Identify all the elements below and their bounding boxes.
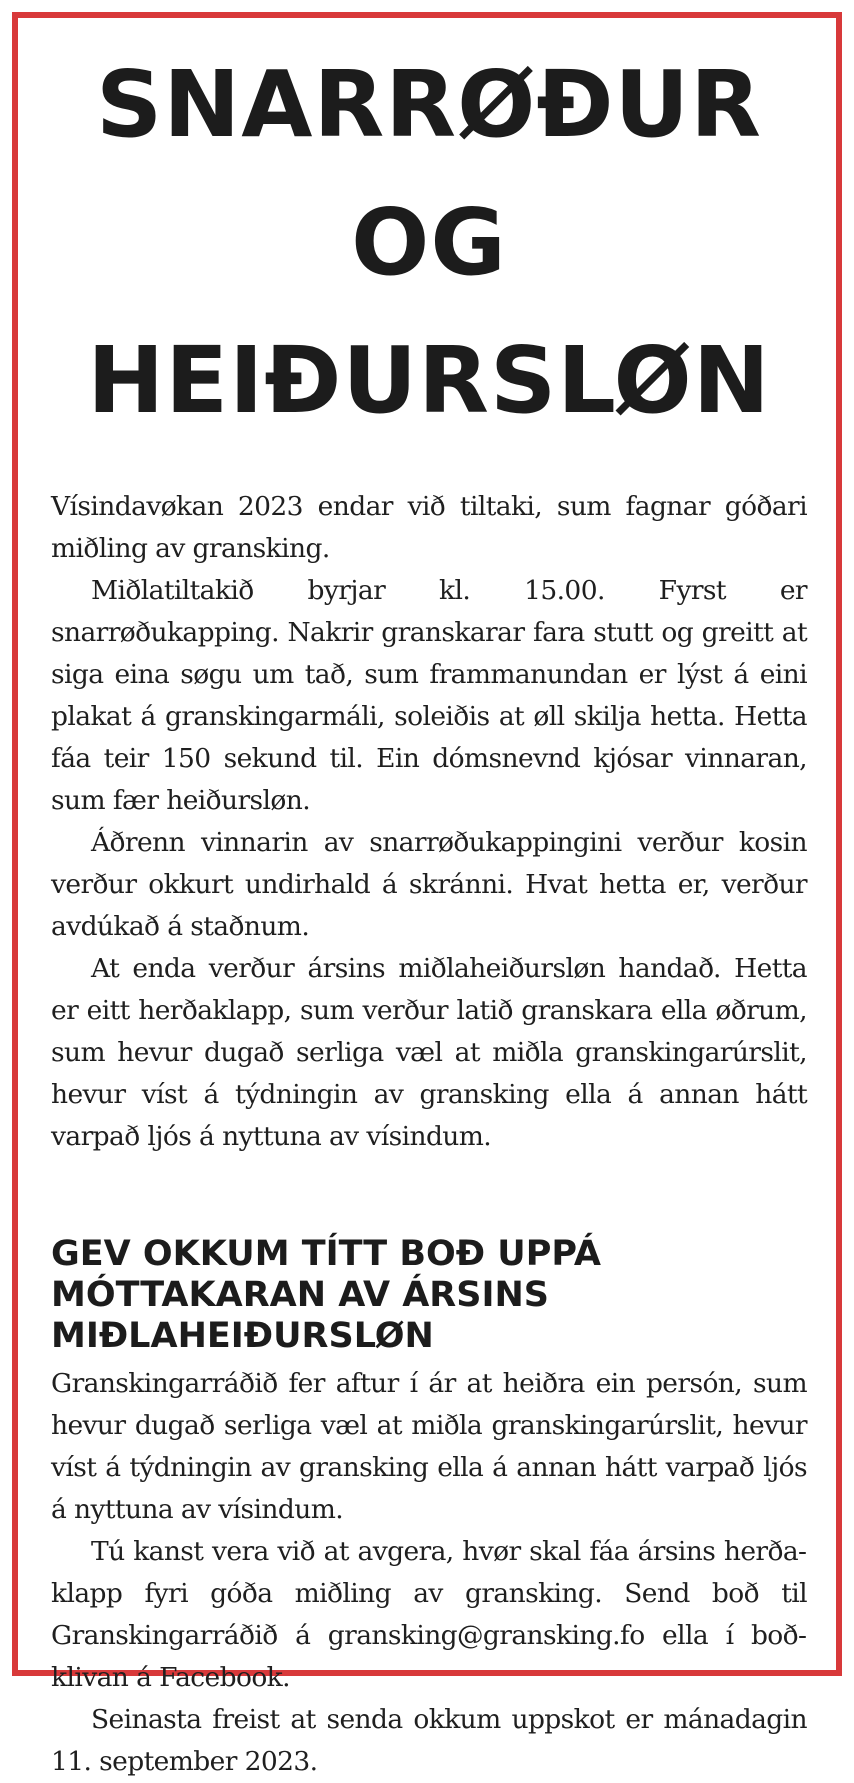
entertainment-paragraph: Áðrenn vinnarin av snarrøðukappingini verður kosin verður okkurt undirhald á skránni. Hvat hetta er, verður avdúkað á staðnum. — [51, 827, 807, 942]
article-title-line-2: HEIÐURSLØN — [87, 327, 771, 434]
nomination-heading-line-2: MÓTTAKARAN AV ÁRSINS — [51, 1275, 549, 1315]
nomination-intro-paragraph: Granskingarráðið fer aftur í ár at heiðra ein persón, sum hevur dugað serliga væl at miðla granskingarúrslit, hevur víst á týdningin av gransking ella á annan hátt varpað ljós á nyttuna av vísindum. — [51, 1368, 807, 1525]
program-paragraph: Miðlatiltakið byrjar kl. 15.00. Fyrst er snarrøðukapping. Nakrir granskarar fara stutt og greitt at siga eina søgu um tað, sum frammanundan er lýst á eini plakat á granskingarmáli, soleiðis at øll skilja hetta. Hetta fáa teir 150 sekund til. Ein dómsnevnd kjósar vinnaran, sum fær heiðursløn. — [51, 575, 807, 816]
article-title — [51, 36, 807, 450]
nomination-section — [51, 1234, 807, 1783]
nomination-heading — [51, 1234, 807, 1357]
nomination-heading-line-1: GEV OKKUM TÍTT BOÐ UPPÁ — [51, 1234, 601, 1274]
nomination-heading-line-3: MIÐLAHEIÐURSLØN — [51, 1316, 434, 1356]
nomination-how-paragraph: Tú kanst vera við at avgera, hvør skal fáa ársins herðaklapp fyri góða miðling av gransking. Send boð til Granskingarráðið á gransking@gransking.fo ella í boðklivan á Facebook. — [51, 1536, 807, 1693]
article — [51, 36, 807, 1783]
article-title-line-1: SNARRØÐUR OG — [96, 51, 762, 296]
deadline-paragraph: Seinasta freist at senda okkum uppskot er mánadagin 11. september 2023. — [51, 1704, 807, 1777]
intro-paragraph: Vísindavøkan 2023 endar við tiltaki, sum fagnar góðari miðling av gransking. — [51, 491, 807, 564]
event-section — [51, 486, 807, 1158]
award-paragraph: At enda verður ársins miðlaheiðursløn handað. Hetta er eitt herðaklapp, sum verður latið granskara ella øðrum, sum hevur dugað serliga væl at miðla granskingarúrslit, hevur víst á týdningin av gransking ella á annan hátt varpað ljós á nyttuna av vísindum. — [51, 953, 807, 1152]
